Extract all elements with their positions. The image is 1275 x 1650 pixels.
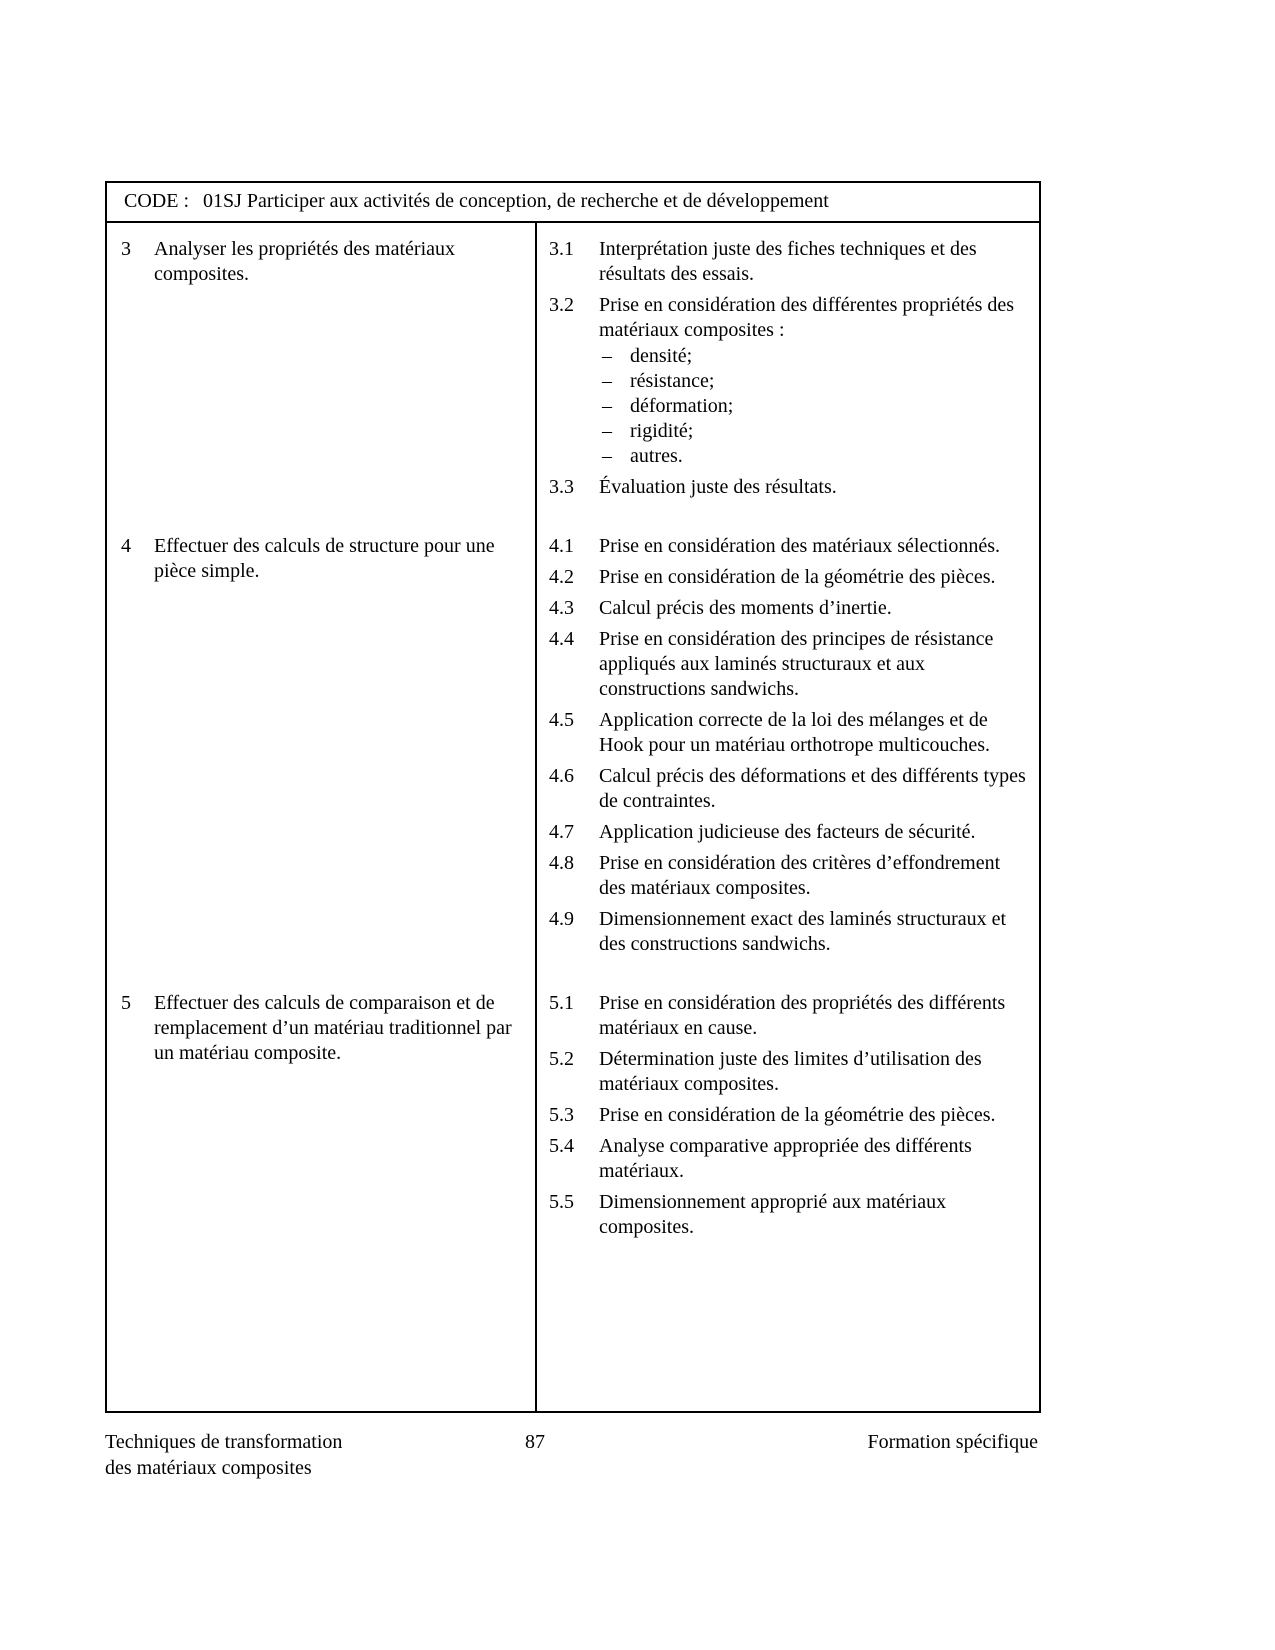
criteria-cell-empty	[537, 1274, 1039, 1411]
code-header	[107, 183, 1039, 223]
criterion-item	[549, 1190, 1027, 1240]
criterion-item	[549, 237, 1027, 287]
code-title: 01SJ Participer aux activités de conception, de recherche et de développement	[203, 190, 829, 212]
criterion-text: Prise en considération des critères d’effondrement des matériaux composites.	[599, 852, 1001, 899]
criterion-number: 4.6	[549, 765, 574, 787]
criterion-item	[549, 565, 1027, 590]
bullet-item	[599, 369, 1027, 394]
bullet-dash: –	[602, 345, 612, 367]
criterion-item	[549, 851, 1027, 901]
section-title: Effectuer des calculs de structure pour une pièce simple.	[154, 535, 495, 582]
criterion-text: Prise en considération de la géométrie des pièces.	[599, 566, 996, 588]
criterion-text: Prise en considération des propriétés des différents matériaux en cause.	[599, 992, 1006, 1039]
criteria-cell	[537, 534, 1039, 991]
criterion-number: 4.2	[549, 566, 574, 588]
bullet-dash: –	[602, 395, 612, 417]
criteria-cell	[537, 223, 1039, 534]
footer-title-line1: Techniques de transformation	[105, 1431, 343, 1453]
criterion-text: Détermination juste des limites d’utilisation des matériaux composites.	[599, 1048, 982, 1095]
footer-document-title	[105, 1429, 342, 1481]
criterion-number: 4.8	[549, 852, 574, 874]
bullet-item	[599, 344, 1027, 369]
criterion-text: Dimensionnement approprié aux matériaux composites.	[599, 1191, 947, 1238]
criterion-item	[549, 534, 1027, 559]
criterion-item	[549, 475, 1027, 500]
criterion-item	[549, 907, 1027, 957]
criterion-number: 5.3	[549, 1104, 574, 1126]
criterion-item	[549, 1047, 1027, 1097]
criterion-number: 4.1	[549, 535, 574, 557]
criterion-text: Prise en considération des différentes propriétés des matériaux composites :	[599, 294, 1015, 341]
bullet-text: déformation;	[630, 395, 734, 417]
criterion-text: Application judicieuse des facteurs de sécurité.	[599, 821, 976, 843]
section-number: 3	[121, 238, 131, 260]
criterion-number: 3.2	[549, 294, 574, 316]
criterion-number: 5.4	[549, 1135, 574, 1157]
bullet-item	[599, 394, 1027, 419]
section-5-row	[107, 991, 1039, 1274]
competency-cell	[107, 223, 537, 534]
criterion-number: 4.5	[549, 709, 574, 731]
competency-table	[105, 181, 1041, 1413]
bullet-item	[599, 419, 1027, 444]
criterion-text: Dimensionnement exact des laminés structuraux et des constructions sandwichs.	[599, 908, 1007, 955]
criterion-text: Application correcte de la loi des mélanges et de Hook pour un matériau orthotrope multicouches.	[599, 709, 991, 756]
section-title: Analyser les propriétés des matériaux composites.	[154, 238, 456, 285]
criterion-number: 4.3	[549, 597, 574, 619]
code-label: CODE :	[124, 190, 189, 212]
criterion-number: 5.5	[549, 1191, 574, 1213]
criterion-number: 3.3	[549, 476, 574, 498]
footer-title-line2: des matériaux composites	[105, 1457, 312, 1479]
criterion-item	[549, 1134, 1027, 1184]
page-footer	[105, 1429, 1041, 1489]
criterion-text: Calcul précis des moments d’inertie.	[599, 597, 892, 619]
criterion-item	[549, 596, 1027, 621]
criterion-number: 5.2	[549, 1048, 574, 1070]
footer-section-label: Formation spécifique	[867, 1431, 1038, 1453]
criterion-number: 4.7	[549, 821, 574, 843]
competency-cell	[107, 991, 537, 1274]
section-number: 5	[121, 992, 131, 1014]
criterion-text: Évaluation juste des résultats.	[599, 476, 837, 498]
bullet-dash: –	[602, 420, 612, 442]
criterion-number: 4.4	[549, 628, 574, 650]
competency-cell-empty	[107, 1274, 537, 1411]
criterion-item	[549, 820, 1027, 845]
criterion-item	[549, 293, 1027, 469]
section-number: 4	[121, 535, 131, 557]
criterion-number: 4.9	[549, 908, 574, 930]
bullet-text: résistance;	[630, 370, 715, 392]
section-4-row	[107, 534, 1039, 991]
page-number: 87	[525, 1431, 545, 1453]
bullet-dash: –	[602, 370, 612, 392]
criterion-text: Prise en considération des principes de résistance appliqués aux laminés structuraux et aux constructions sandwichs.	[599, 628, 994, 700]
criteria-cell	[537, 991, 1039, 1274]
bullet-item	[599, 444, 1027, 469]
bullet-dash: –	[602, 445, 612, 467]
criterion-text: Analyse comparative appropriée des différents matériaux.	[599, 1135, 972, 1182]
criterion-item	[549, 764, 1027, 814]
criterion-item	[549, 708, 1027, 758]
table-filler-row	[107, 1274, 1039, 1411]
criterion-item	[549, 627, 1027, 702]
criterion-text: Interprétation juste des fiches techniques et des résultats des essais.	[599, 238, 977, 285]
criterion-item	[549, 1103, 1027, 1128]
bullet-text: autres.	[630, 445, 683, 467]
section-title: Effectuer des calculs de comparaison et de remplacement d’un matériau traditionnel par un matériau composite.	[154, 992, 512, 1064]
competency-cell	[107, 534, 537, 991]
bullet-text: rigidité;	[630, 420, 694, 442]
criterion-number: 5.1	[549, 992, 574, 1014]
table-body	[107, 223, 1039, 1411]
criterion-text: Prise en considération des matériaux sélectionnés.	[599, 535, 1000, 557]
criterion-text-with-bullets	[599, 293, 1027, 469]
criterion-text: Calcul précis des déformations et des différents types de contraintes.	[599, 765, 1026, 812]
criterion-number: 3.1	[549, 238, 574, 260]
bullet-list	[599, 344, 1027, 469]
bullet-text: densité;	[630, 345, 693, 367]
section-3-row	[107, 223, 1039, 534]
criterion-item	[549, 991, 1027, 1041]
criterion-text: Prise en considération de la géométrie des pièces.	[599, 1104, 996, 1126]
